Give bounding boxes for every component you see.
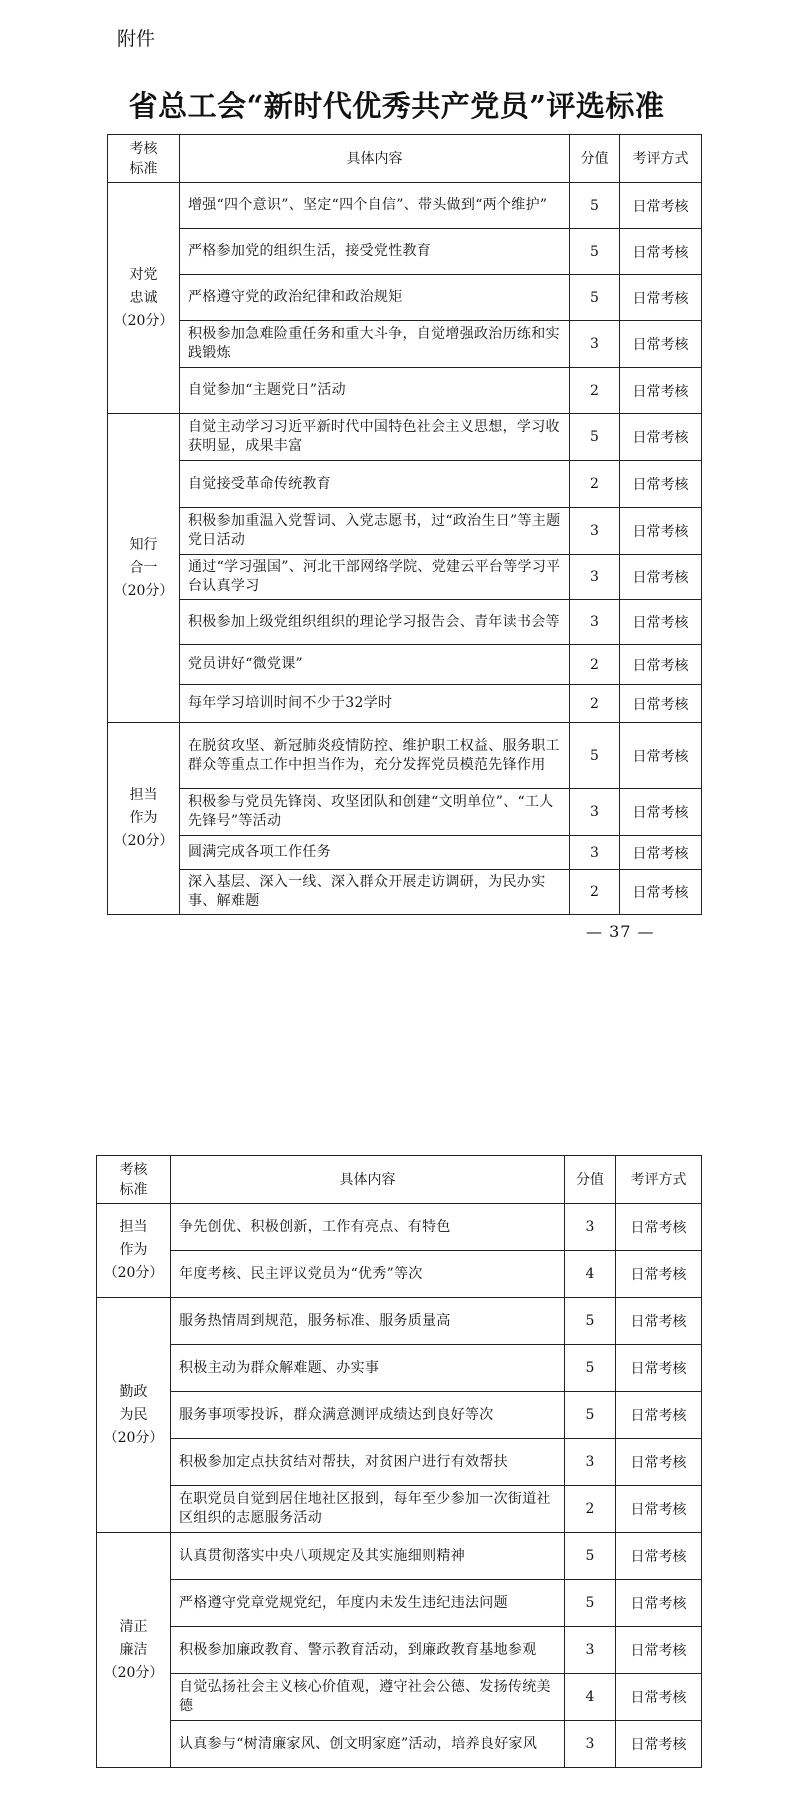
attachment-label: 附件 [117,28,156,50]
table-row [108,368,702,414]
content-cell: 圆满完成各项工作任务 [180,836,570,870]
table-row [108,461,702,508]
score-cell: 3 [570,789,620,836]
table-row [108,183,702,229]
table-row [108,229,702,275]
score-cell: 4 [565,1251,616,1298]
table-header-row [108,135,702,183]
page-title: 省总工会“新时代优秀共产党员”评选标准 [128,89,665,123]
method-cell: 日常考核 [620,723,702,789]
content-cell: 严格遵守党的政治纪律和政治规矩 [180,275,570,321]
table-row [97,1204,702,1251]
table-row [97,1251,702,1298]
score-cell: 5 [565,1580,616,1627]
score-cell: 3 [570,836,620,870]
criterion-cell: 清正 廉洁 （20分） [97,1533,171,1768]
content-cell: 积极主动为群众解难题、办实事 [171,1345,565,1392]
table-row [108,414,702,461]
table-row [108,723,702,789]
method-cell: 日常考核 [620,789,702,836]
header-criterion: 考核 标准 [108,135,180,183]
score-cell: 5 [570,275,620,321]
header-method: 考评方式 [620,135,702,183]
table-row [108,555,702,600]
content-cell: 服务事项零投诉，群众满意测评成绩达到良好等次 [171,1392,565,1439]
score-cell: 3 [565,1627,616,1674]
criterion-cell: 知行 合一 （20分） [108,414,180,723]
score-cell: 3 [565,1439,616,1486]
criterion-cell: 担当 作为 （20分） [97,1204,171,1298]
page-number: — 37 — [586,922,655,941]
header-method: 考评方式 [616,1156,702,1204]
method-cell: 日常考核 [616,1298,702,1345]
content-cell: 严格参加党的组织生活，接受党性教育 [180,229,570,275]
score-cell: 5 [565,1392,616,1439]
method-cell: 日常考核 [616,1392,702,1439]
content-cell: 增强“四个意识”、坚定“四个自信”、带头做到“两个维护” [180,183,570,229]
table-row [108,600,702,645]
table-row [108,508,702,555]
score-cell: 4 [565,1674,616,1721]
score-cell: 5 [570,414,620,461]
method-cell: 日常考核 [616,1580,702,1627]
table-row [108,870,702,915]
content-cell: 通过“学习强国”、河北干部网络学院、党建云平台等学习平台认真学习 [180,555,570,600]
method-cell: 日常考核 [620,645,702,685]
method-cell: 日常考核 [620,555,702,600]
method-cell: 日常考核 [616,1345,702,1392]
content-cell: 争先创优、积极创新，工作有亮点、有特色 [171,1204,565,1251]
score-cell: 5 [565,1345,616,1392]
method-cell: 日常考核 [620,600,702,645]
content-cell: 党员讲好“微党课” [180,645,570,685]
table-row [108,789,702,836]
criterion-cell: 勤政 为民 （20分） [97,1298,171,1533]
score-cell: 5 [565,1298,616,1345]
score-cell: 3 [565,1721,616,1768]
content-cell: 认真参与“树清廉家风、创文明家庭”活动，培养良好家风 [171,1721,565,1768]
content-cell: 认真贯彻落实中央八项规定及其实施细则精神 [171,1533,565,1580]
score-cell: 3 [570,508,620,555]
content-cell: 严格遵守党章党规党纪，年度内未发生违纪违法问题 [171,1580,565,1627]
header-score: 分值 [565,1156,616,1204]
score-cell: 3 [570,555,620,600]
table-row [97,1439,702,1486]
criterion-cell: 对党 忠诚 （20分） [108,183,180,414]
method-cell: 日常考核 [616,1486,702,1533]
score-cell: 3 [570,321,620,368]
table-row [97,1486,702,1533]
method-cell: 日常考核 [616,1439,702,1486]
score-cell: 5 [570,723,620,789]
method-cell: 日常考核 [616,1674,702,1721]
score-cell: 2 [570,461,620,508]
header-content: 具体内容 [171,1156,565,1204]
score-cell: 3 [570,600,620,645]
method-cell: 日常考核 [620,275,702,321]
score-cell: 5 [570,183,620,229]
header-content: 具体内容 [180,135,570,183]
content-cell: 积极参加上级党组织组织的理论学习报告会、青年读书会等 [180,600,570,645]
table-row [97,1533,702,1580]
content-cell: 自觉参加“主题党日”活动 [180,368,570,414]
method-cell: 日常考核 [620,836,702,870]
score-cell: 2 [565,1486,616,1533]
table-row [108,321,702,368]
content-cell: 积极参加廉政教育、警示教育活动，到廉政教育基地参观 [171,1627,565,1674]
score-cell: 5 [570,229,620,275]
content-cell: 服务热情周到规范，服务标准、服务质量高 [171,1298,565,1345]
method-cell: 日常考核 [616,1251,702,1298]
content-cell: 自觉接受革命传统教育 [180,461,570,508]
content-cell: 积极参与党员先锋岗、攻坚团队和创建“文明单位”、“工人先锋号”等活动 [180,789,570,836]
content-cell: 积极参加定点扶贫结对帮扶，对贫困户进行有效帮扶 [171,1439,565,1486]
score-cell: 2 [570,870,620,915]
content-cell: 自觉弘扬社会主义核心价值观，遵守社会公德、发扬传统美德 [171,1674,565,1721]
table-row [108,645,702,685]
table-row [97,1345,702,1392]
method-cell: 日常考核 [620,368,702,414]
table-row [97,1627,702,1674]
table-header-row [97,1156,702,1204]
content-cell: 年度考核、民主评议党员为“优秀”等次 [171,1251,565,1298]
content-cell: 积极参加急难险重任务和重大斗争，自觉增强政治历练和实践锻炼 [180,321,570,368]
criteria-table-2 [96,1155,702,1768]
method-cell: 日常考核 [616,1721,702,1768]
method-cell: 日常考核 [620,183,702,229]
header-score: 分值 [570,135,620,183]
method-cell: 日常考核 [616,1204,702,1251]
table-row [108,275,702,321]
table-row [108,836,702,870]
score-cell: 3 [565,1204,616,1251]
table-row [97,1580,702,1627]
method-cell: 日常考核 [620,461,702,508]
method-cell: 日常考核 [620,321,702,368]
criterion-cell: 担当 作为 （20分） [108,723,180,915]
score-cell: 5 [565,1533,616,1580]
table-row [97,1392,702,1439]
table-row [97,1674,702,1721]
table-row [97,1721,702,1768]
method-cell: 日常考核 [620,508,702,555]
method-cell: 日常考核 [620,870,702,915]
content-cell: 在职党员自觉到居住地社区报到，每年至少参加一次街道社区组织的志愿服务活动 [171,1486,565,1533]
content-cell: 在脱贫攻坚、新冠肺炎疫情防控、维护职工权益、服务职工群众等重点工作中担当作为，充分发挥党员模范先锋作用 [180,723,570,789]
method-cell: 日常考核 [620,685,702,723]
score-cell: 2 [570,645,620,685]
method-cell: 日常考核 [620,229,702,275]
score-cell: 2 [570,368,620,414]
method-cell: 日常考核 [620,414,702,461]
method-cell: 日常考核 [616,1533,702,1580]
criteria-table-1 [107,134,702,915]
score-cell: 2 [570,685,620,723]
table-row [97,1298,702,1345]
content-cell: 深入基层、深入一线、深入群众开展走访调研，为民办实事、解难题 [180,870,570,915]
method-cell: 日常考核 [616,1627,702,1674]
content-cell: 自觉主动学习习近平新时代中国特色社会主义思想，学习收获明显，成果丰富 [180,414,570,461]
content-cell: 每年学习培训时间不少于32学时 [180,685,570,723]
table-row [108,685,702,723]
content-cell: 积极参加重温入党誓词、入党志愿书，过“政治生日”等主题党日活动 [180,508,570,555]
header-criterion: 考核 标准 [97,1156,171,1204]
